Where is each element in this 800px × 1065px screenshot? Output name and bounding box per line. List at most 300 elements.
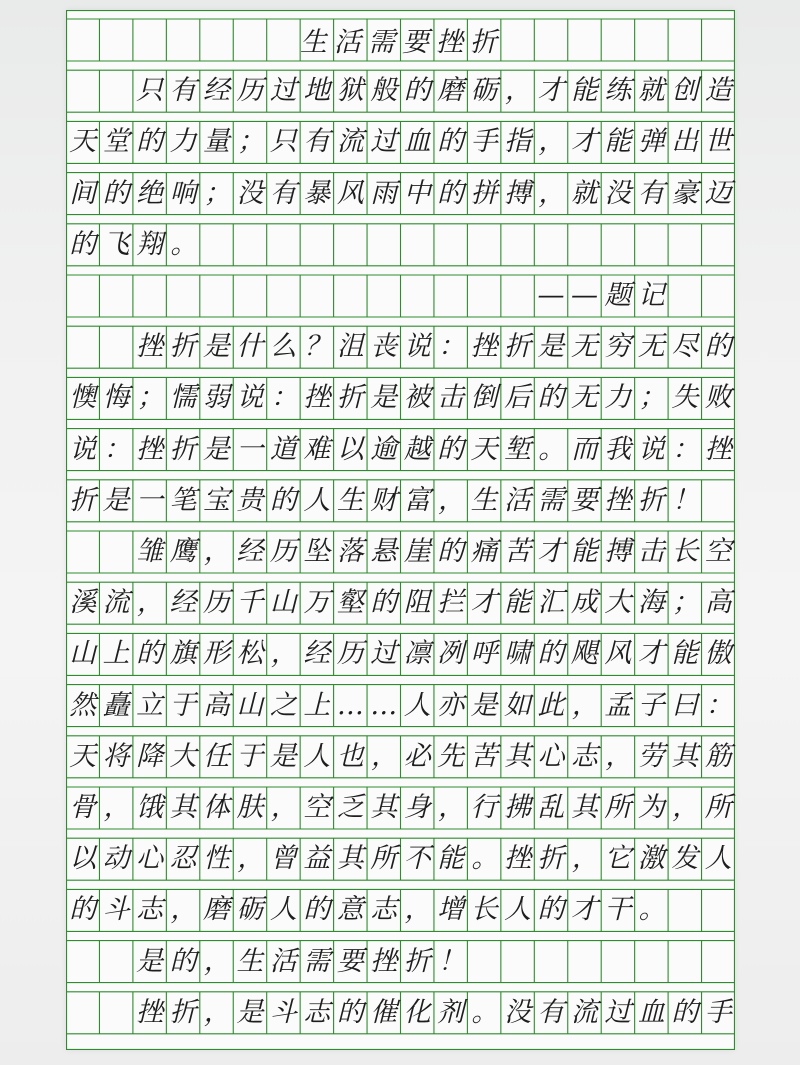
grid-character: 呼 (470, 638, 498, 670)
grid-character: 人 (403, 689, 431, 721)
grid-character: 暴 (303, 177, 331, 209)
grid-character: 懦 (169, 382, 197, 414)
grid-character: 壑 (336, 587, 364, 619)
grid-character: 。 (170, 228, 198, 260)
grid-character: 挫 (136, 331, 164, 363)
grid-character: 不 (403, 843, 431, 875)
grid-character: 斗 (269, 996, 297, 1028)
grid-character: 冽 (437, 638, 465, 670)
grid-character: 需 (537, 484, 565, 516)
grid-character: 人 (303, 484, 331, 516)
grid-character: ， (571, 843, 599, 875)
grid-character: 能 (671, 638, 699, 670)
grid-character: ， (571, 689, 599, 721)
grid-character: 折 (637, 484, 665, 516)
grid-character: 成 (570, 587, 598, 619)
grid-character: 拦 (437, 587, 465, 619)
grid-character: 汇 (537, 587, 565, 619)
grid-character: 记 (637, 280, 665, 311)
grid-character: 傲 (704, 638, 732, 670)
grid-character: 后 (504, 382, 532, 414)
grid-character: 挫 (303, 382, 331, 414)
grid-character: 动 (102, 843, 130, 875)
grid-character: 天 (69, 126, 97, 158)
grid-character: 手 (470, 126, 498, 158)
grid-character: ； (203, 177, 231, 209)
grid-character: 斗 (102, 894, 130, 926)
grid-character: 亦 (437, 689, 465, 721)
grid-character: 其 (504, 740, 532, 772)
grid-character: 性 (203, 843, 231, 875)
grid-character: 就 (570, 177, 598, 209)
grid-character: 绝 (136, 177, 164, 209)
grid-character: 飓 (570, 638, 598, 670)
grid-character: 它 (604, 843, 632, 875)
grid-character: ， (103, 792, 131, 823)
grid-character: 堑 (504, 433, 532, 465)
grid-character: ； (237, 126, 265, 158)
grid-character: 生 (336, 484, 364, 516)
grid-character: 经 (169, 587, 197, 619)
grid-character: 折 (336, 382, 364, 414)
grid-character: 折 (69, 484, 97, 516)
grid-character: 的 (537, 894, 565, 926)
grid-character: — (537, 280, 565, 311)
grid-character: 的 (303, 894, 331, 926)
grid-character: 大 (604, 587, 632, 619)
grid-character: 意 (336, 894, 364, 926)
grid-character: 有 (637, 177, 665, 209)
grid-character: 。 (638, 894, 666, 926)
grid-character: 财 (370, 484, 398, 516)
grid-character: ， (437, 792, 465, 823)
grid-character: 般 (370, 75, 398, 107)
grid-character: 要 (570, 484, 598, 516)
grid-character: 松 (236, 638, 264, 670)
grid-character: 之 (269, 689, 297, 721)
grid-character: ， (371, 740, 399, 772)
grid-character: 折 (537, 843, 565, 875)
grid-character: 悬 (370, 536, 398, 567)
grid-character: 说 (403, 331, 431, 363)
grid-character: 的 (704, 331, 732, 363)
grid-character: 以 (69, 843, 97, 875)
composition-paper (66, 10, 735, 1050)
grid-character: 曰 (671, 689, 699, 721)
grid-character: 血 (637, 996, 665, 1028)
grid-character: 中 (403, 177, 431, 209)
grid-character: ！ (437, 945, 465, 977)
grid-character: 剂 (437, 996, 465, 1028)
grid-character: 是 (203, 433, 231, 465)
grid-character: 如 (504, 689, 532, 721)
grid-character: 指 (504, 126, 532, 158)
grid-character: 的 (136, 126, 164, 158)
grid-character: 生 (236, 945, 264, 977)
grid-character: 过 (604, 996, 632, 1028)
grid-character: 啸 (504, 638, 532, 670)
grid-character: 骨 (69, 792, 97, 823)
grid-character: 有 (169, 75, 197, 107)
grid-character: 其 (671, 740, 699, 772)
grid-character: 只 (136, 75, 164, 107)
grid-character: 任 (203, 740, 231, 772)
grid-character: 笔 (169, 484, 197, 516)
grid-character: 穷 (604, 331, 632, 363)
grid-character: 手 (704, 996, 732, 1028)
grid-character: 难 (303, 433, 331, 465)
grid-character: 的 (102, 177, 130, 209)
grid-character: 的 (537, 638, 565, 670)
grid-character: 孟 (604, 689, 632, 721)
grid-character: 才 (637, 638, 665, 670)
grid-character: 豪 (671, 177, 699, 209)
grid-character: 空 (704, 536, 732, 567)
grid-character: 飞 (102, 228, 130, 260)
grid-character: 上 (303, 689, 331, 721)
grid-character: 的 (69, 894, 97, 926)
grid-character: 能 (604, 126, 632, 158)
grid-character: ， (504, 75, 532, 107)
grid-character: 山 (269, 587, 297, 619)
grid-character: 矗 (102, 689, 130, 721)
grid-character: — (570, 280, 598, 311)
grid-character: 心 (537, 740, 565, 772)
grid-character: 宝 (203, 484, 231, 516)
grid-character: 的 (537, 382, 565, 414)
grid-character: 人 (504, 894, 532, 926)
grid-character: 经 (203, 75, 231, 107)
grid-character: 是 (269, 740, 297, 772)
grid-character: 溪 (69, 587, 97, 619)
grid-character: 高 (203, 689, 231, 721)
grid-character: 子 (637, 689, 665, 721)
grid-character: 的 (437, 126, 465, 158)
grid-character: 苦 (504, 536, 532, 567)
grid-character: ： (672, 433, 700, 465)
grid-character: ， (203, 945, 231, 977)
grid-character: 一 (136, 484, 164, 516)
grid-character: 的 (437, 177, 465, 209)
grid-character: 无 (570, 331, 598, 363)
grid-character: 长 (671, 536, 699, 567)
grid-character: 砺 (236, 894, 264, 926)
grid-character: 的 (269, 484, 297, 516)
grid-character: 尽 (671, 331, 699, 363)
grid-character: 其 (370, 792, 398, 823)
grid-character: 人 (269, 894, 297, 926)
grid-character: 响 (169, 177, 197, 209)
grid-character: 饿 (136, 792, 164, 823)
grid-character: 的 (69, 228, 97, 260)
grid-character: 发 (671, 843, 699, 875)
grid-character: ， (538, 177, 566, 209)
grid-character: 以 (336, 433, 364, 465)
grid-character: 才 (537, 536, 565, 567)
grid-character: 干 (604, 894, 632, 926)
grid-character: 力 (169, 126, 197, 158)
grid-character: 忍 (169, 843, 197, 875)
grid-character: 心 (136, 843, 164, 875)
grid-character: ： (103, 433, 131, 465)
grid-character: … (370, 689, 398, 721)
grid-character: 志 (370, 894, 398, 926)
grid-character: 创 (671, 75, 699, 107)
grid-character: 凛 (403, 638, 431, 670)
grid-character: 身 (403, 792, 431, 823)
grid-character: 增 (437, 894, 465, 926)
grid-character: 于 (236, 740, 264, 772)
grid-character: 没 (236, 177, 264, 209)
grid-character: 志 (570, 740, 598, 772)
grid-character: 的 (169, 945, 197, 977)
grid-character: 体 (203, 792, 231, 823)
grid-character: 为 (637, 792, 665, 823)
grid-character: 人 (303, 740, 331, 772)
grid-character: 富 (403, 484, 431, 516)
grid-character: ， (437, 484, 465, 516)
grid-character: 能 (504, 587, 532, 619)
grid-character: 。 (471, 996, 499, 1028)
grid-character: ， (170, 894, 198, 926)
grid-character: 历 (236, 75, 264, 107)
grid-character: 力 (604, 382, 632, 414)
grid-character: 击 (437, 382, 465, 414)
grid-character: ？ (304, 331, 332, 363)
grid-character: 拼 (470, 177, 498, 209)
grid-character: 搏 (604, 536, 632, 567)
grid-character: 的 (437, 433, 465, 465)
grid-character: 练 (604, 75, 632, 107)
grid-character: 苦 (470, 740, 498, 772)
grid-character: 挫 (136, 996, 164, 1028)
grid-character: 无 (570, 382, 598, 414)
grid-character: 挫 (504, 843, 532, 875)
grid-character: 先 (437, 740, 465, 772)
grid-character: 能 (570, 75, 598, 107)
grid-character: 雏 (136, 536, 164, 567)
grid-character: 挫 (604, 484, 632, 516)
grid-character: 也 (336, 740, 364, 772)
grid-character: 万 (303, 587, 331, 619)
grid-character: 上 (102, 638, 130, 670)
grid-character: 是 (370, 382, 398, 414)
grid-character: 折 (504, 331, 532, 363)
grid-character: ！ (672, 484, 700, 516)
grid-character: 翔 (136, 228, 164, 260)
grid-character: ； (672, 587, 700, 619)
grid-character: 。 (471, 843, 499, 875)
grid-character: ， (203, 996, 231, 1028)
grid-character: 所 (370, 843, 398, 875)
grid-character: 地 (303, 75, 331, 107)
grid-character: 的 (403, 75, 431, 107)
grid-character: 志 (303, 996, 331, 1028)
grid-character: 折 (169, 433, 197, 465)
grid-character: 其 (570, 792, 598, 823)
grid-character: 高 (704, 587, 732, 619)
grid-character: 没 (504, 996, 532, 1028)
grid-character: 阻 (403, 587, 431, 619)
grid-character: 没 (604, 177, 632, 209)
grid-character: 坠 (303, 536, 331, 567)
grid-character: 乏 (336, 792, 364, 823)
grid-character: 狱 (336, 75, 364, 107)
grid-character: 间 (69, 177, 97, 209)
grid-character: 痛 (470, 536, 498, 567)
grid-character: 是 (236, 996, 264, 1028)
grid-character: 败 (704, 382, 732, 414)
grid-character: 山 (69, 638, 97, 670)
grid-character: 无 (637, 331, 665, 363)
grid-character: ： (705, 689, 733, 721)
grid-character: 出 (671, 126, 699, 158)
grid-character: 血 (403, 126, 431, 158)
grid-character: 肤 (236, 792, 264, 823)
grid-character: 被 (403, 382, 431, 414)
grid-character: 有 (537, 996, 565, 1028)
grid-character: ， (136, 587, 164, 619)
grid-character: 流 (102, 587, 130, 619)
grid-character: 的 (671, 996, 699, 1028)
grid-character: 折 (169, 996, 197, 1028)
grid-character: 是 (136, 945, 164, 977)
grid-character: 砺 (470, 75, 498, 107)
grid-character: 磨 (203, 894, 231, 926)
grid-character: 落 (336, 536, 364, 567)
grid-character: 历 (203, 587, 231, 619)
grid-character: 人 (704, 843, 732, 875)
grid-character: 的 (437, 536, 465, 567)
grid-character: 然 (69, 689, 97, 721)
grid-character: 旗 (169, 638, 197, 670)
grid-character: ， (270, 792, 298, 823)
grid-character: 千 (236, 587, 264, 619)
grid-character: 才 (570, 894, 598, 926)
grid-character: 大 (169, 740, 197, 772)
grid-character: 生 (470, 484, 498, 516)
grid-character: 劳 (637, 740, 665, 772)
grid-character: 山 (236, 689, 264, 721)
grid-character: 行 (470, 792, 498, 823)
grid-character: 其 (169, 792, 197, 823)
grid-character: 海 (637, 587, 665, 619)
grid-character: 能 (437, 843, 465, 875)
grid-character: 催 (370, 996, 398, 1028)
grid-character: 沮 (336, 331, 364, 363)
grid-character: 磨 (437, 75, 465, 107)
grid-character: 。 (538, 433, 566, 465)
grid-character: 激 (637, 843, 665, 875)
grid-character: 所 (604, 792, 632, 823)
grid-character: 搏 (504, 177, 532, 209)
grid-character: 崖 (403, 536, 431, 567)
grid-character: 长 (470, 894, 498, 926)
grid-character: 有 (303, 126, 331, 158)
grid-character: 筋 (704, 740, 732, 772)
grid-character: 的 (336, 996, 364, 1028)
grid-character: 雨 (370, 177, 398, 209)
grid-character: 悔 (102, 382, 130, 414)
grid-character: ， (270, 638, 298, 670)
grid-character: ， (203, 536, 231, 567)
grid-character: 说 (69, 433, 97, 465)
grid-character: 造 (704, 75, 732, 107)
grid-character: 我 (604, 433, 632, 465)
grid-character: 贵 (236, 484, 264, 516)
grid-character: 的 (136, 638, 164, 670)
grid-character: 需 (303, 945, 331, 977)
grid-character: 风 (336, 177, 364, 209)
grid-character: 挫 (704, 433, 732, 465)
grid-character: ， (672, 792, 700, 823)
grid-character: 有 (269, 177, 297, 209)
grid-character: 是 (102, 484, 130, 516)
grid-character: 立 (136, 689, 164, 721)
grid-character: 只 (269, 126, 297, 158)
essay-text-layer (66, 10, 735, 1050)
grid-character: 其 (336, 843, 364, 875)
grid-character: 历 (269, 536, 297, 567)
grid-character: 风 (604, 638, 632, 670)
grid-character: 是 (203, 331, 231, 363)
grid-character: 益 (303, 843, 331, 875)
grid-character: ， (404, 894, 432, 926)
grid-character: 流 (336, 126, 364, 158)
grid-character: 过 (370, 126, 398, 158)
grid-character: 志 (136, 894, 164, 926)
grid-character: 挫 (470, 331, 498, 363)
grid-character: ， (538, 126, 566, 158)
grid-character: 倒 (470, 382, 498, 414)
grid-character: ， (237, 843, 265, 875)
essay-title: 生活需要挫折 (300, 27, 504, 58)
grid-character: 降 (136, 740, 164, 772)
grid-character: 活 (269, 945, 297, 977)
grid-character: 才 (570, 126, 598, 158)
grid-character: ， (605, 740, 633, 772)
grid-character: ： (437, 331, 465, 363)
grid-character: 要 (336, 945, 364, 977)
grid-character: 形 (203, 638, 231, 670)
grid-character: 什 (236, 331, 264, 363)
grid-character: 此 (537, 689, 565, 721)
grid-character: 经 (236, 536, 264, 567)
grid-character: 活 (504, 484, 532, 516)
grid-character: … (336, 689, 364, 721)
grid-character: 迈 (704, 177, 732, 209)
grid-character: 流 (570, 996, 598, 1028)
grid-character: 失 (671, 382, 699, 414)
grid-character: 是 (470, 689, 498, 721)
grid-character: 空 (303, 792, 331, 823)
grid-character: 鹰 (169, 536, 197, 567)
grid-character: 懊 (69, 382, 97, 414)
grid-character: 逾 (370, 433, 398, 465)
grid-character: 的 (370, 587, 398, 619)
grid-character: 一 (236, 433, 264, 465)
grid-character: 堂 (102, 126, 130, 158)
grid-character: 挫 (136, 433, 164, 465)
grid-character: 击 (637, 536, 665, 567)
grid-character: 道 (269, 433, 297, 465)
grid-character: 过 (370, 638, 398, 670)
grid-character: 化 (403, 996, 431, 1028)
grid-character: 天 (470, 433, 498, 465)
grid-character: 过 (269, 75, 297, 107)
grid-character: 弹 (637, 126, 665, 158)
grid-character: 越 (403, 433, 431, 465)
